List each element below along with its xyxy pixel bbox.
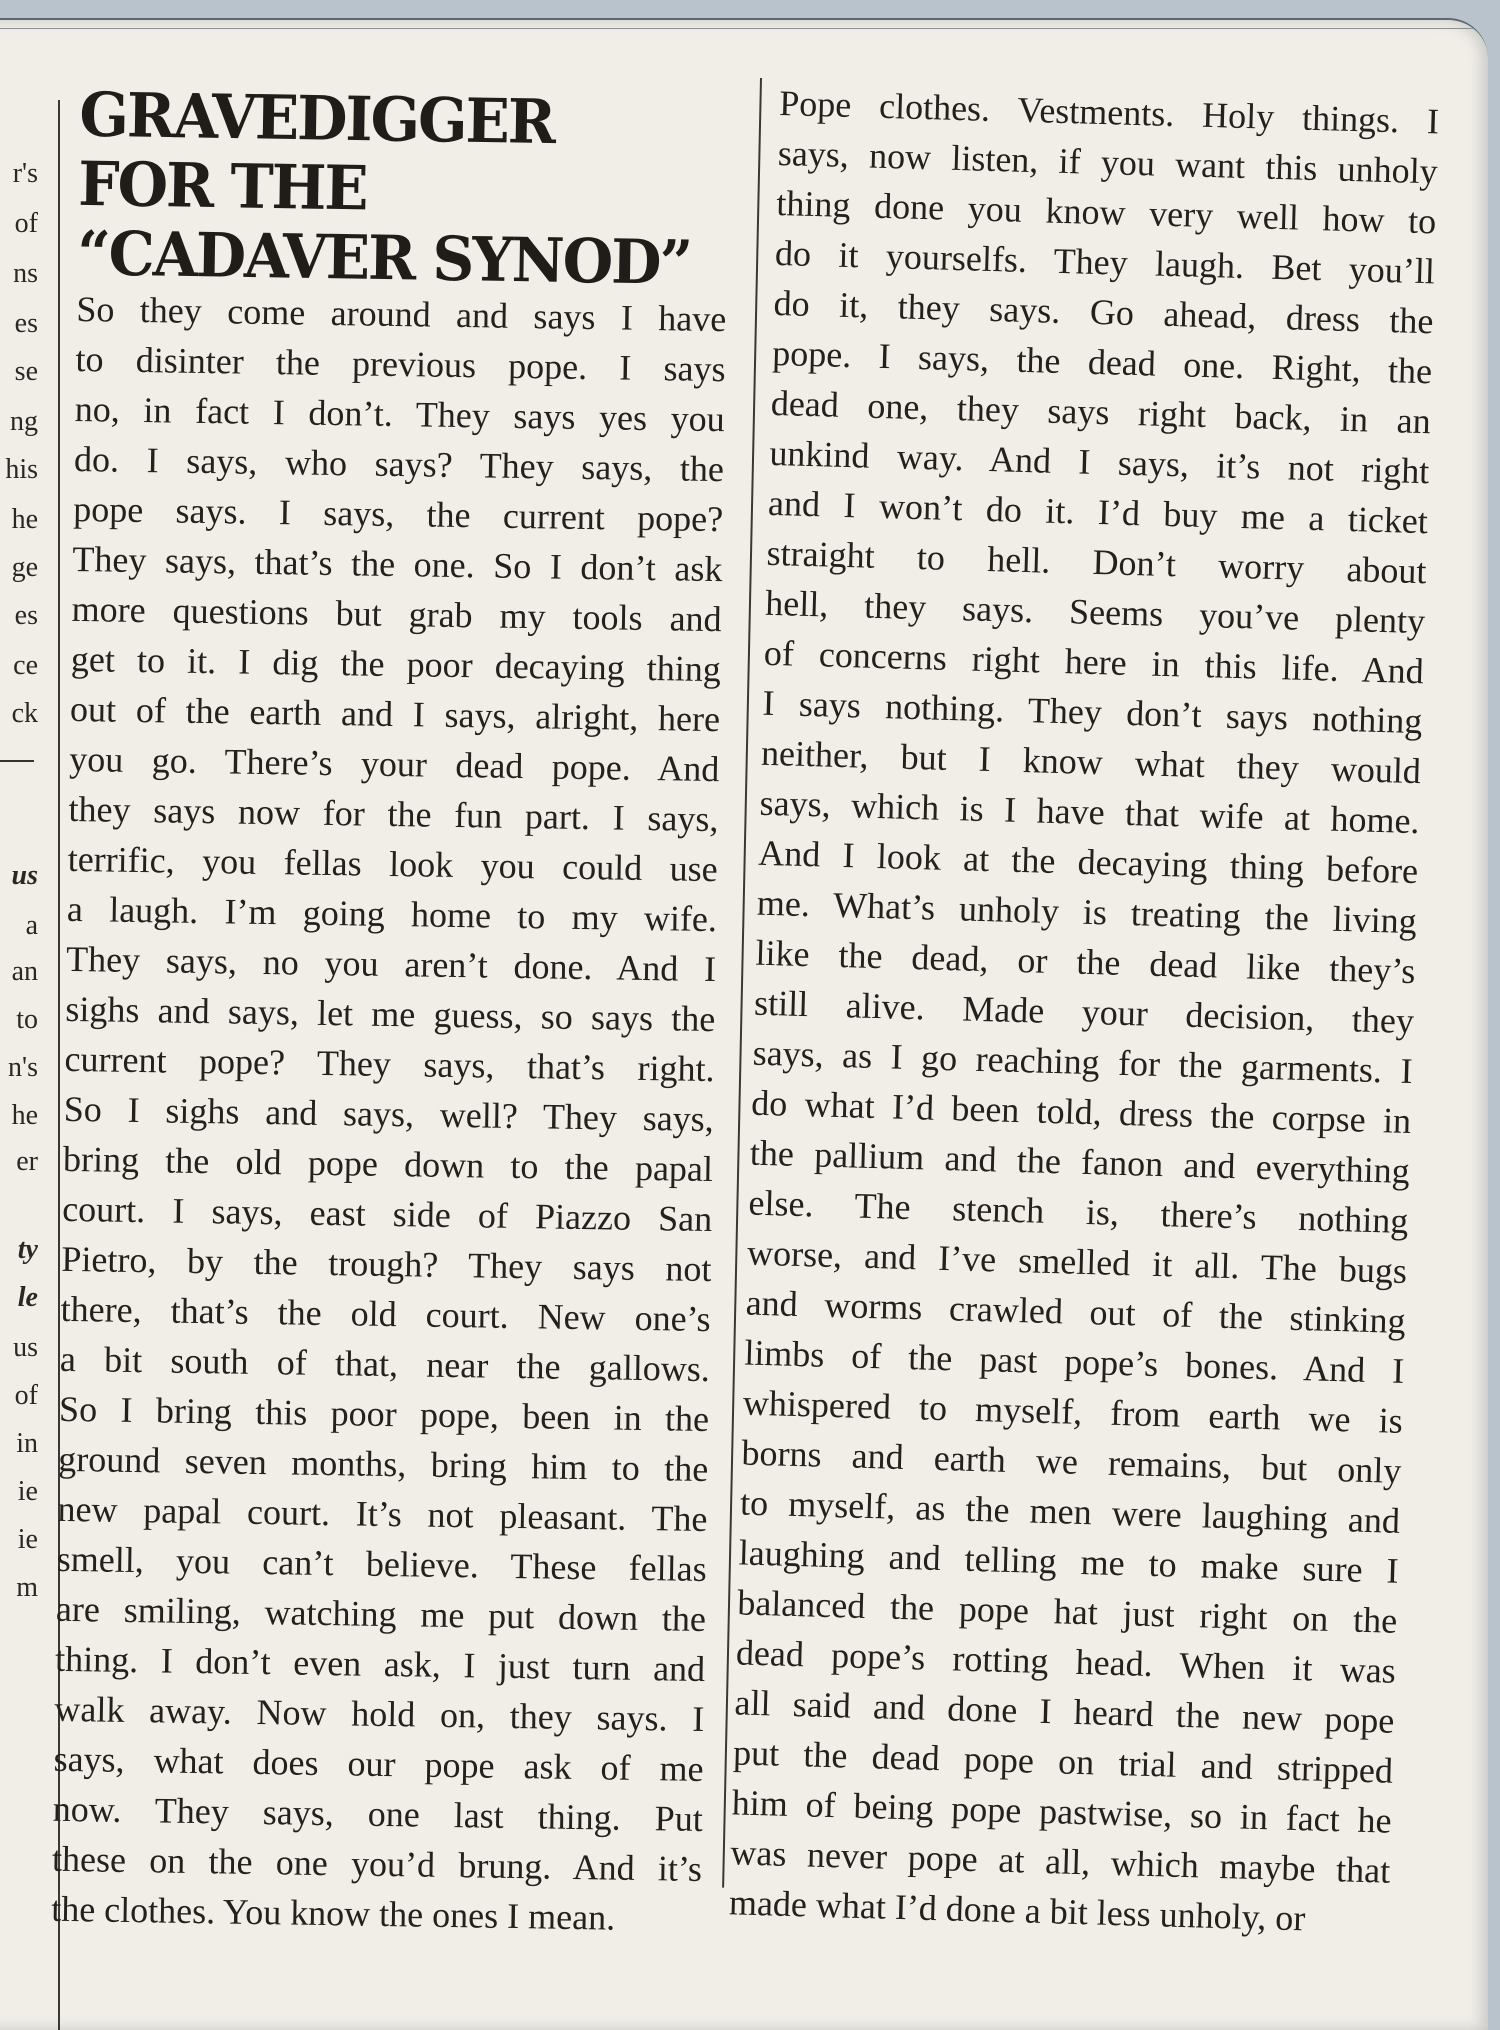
text-line: limbs of the past pope’s bones. And I (743, 1332, 1405, 1391)
previous-column-fragment: a (25, 910, 38, 941)
previous-column-fragment: in (16, 1428, 38, 1459)
previous-column-fragment: n's (8, 1052, 38, 1083)
text-line: to disinter the previous pope. I says (75, 338, 726, 390)
text-line: him of being pope pastwise, so in fact he (731, 1782, 1393, 1841)
text-line: out of the earth and I says, alright, here (69, 688, 721, 740)
text-line: all said and done I heard the new pope (734, 1682, 1395, 1741)
previous-column-fragment: es (14, 308, 38, 339)
text-line: says, now listen, if you want this unholy (777, 132, 1439, 192)
text-line: smell, you can’t believe. These fellas (56, 1538, 708, 1590)
previous-column-fragment: he (11, 504, 38, 535)
previous-column-fragment: ie (17, 1524, 38, 1555)
text-line: So I bring this poor pope, been in the (58, 1388, 710, 1440)
text-line: get to it. I dig the poor decaying thing (70, 638, 722, 690)
text-line: these on the one you’d brung. And it’s (51, 1838, 703, 1889)
text-line: sighs and says, let me guess, so says the (65, 988, 716, 1040)
text-line: do. I says, who says? They says, the (73, 438, 725, 490)
previous-column-fragment: er (16, 1146, 38, 1177)
previous-column-fragment: us (11, 860, 38, 891)
text-line: terrific, you fellas look you could use (67, 838, 718, 890)
previous-column-fragment: his (5, 454, 38, 485)
text-line: do what I’d been told, dress the corpse in (750, 1082, 1412, 1142)
text-line: put the dead pope on trial and stripped (732, 1732, 1394, 1791)
previous-column-fragment: an (11, 956, 38, 987)
article-title (77, 80, 730, 298)
previous-column-fragment: ty (17, 1234, 38, 1265)
text-line: was never pope at all, which maybe that (729, 1832, 1391, 1891)
text-line: balanced the pope hat just right on the (736, 1582, 1398, 1641)
text-line: are smiling, watching me put down the (55, 1588, 707, 1640)
text-line: a bit south of that, near the gallows. (59, 1338, 711, 1390)
text-line: and worms crawled out of the stinking (745, 1282, 1407, 1341)
text-line: straight to hell. Don’t worry about (766, 532, 1428, 592)
text-line: pope. I says, the dead one. Right, the (771, 332, 1433, 392)
text-line: dead one, they says right back, in an (770, 382, 1432, 442)
text-line: hell, they says. Seems you’ve plenty (764, 582, 1426, 642)
previous-column-fragment: he (11, 1100, 38, 1131)
previous-column-fragment: m (16, 1572, 38, 1603)
magazine-page (0, 18, 1488, 2030)
text-line: like the dead, or the dead like they’s (755, 932, 1416, 992)
text-line: thing done you know very well how to (775, 182, 1437, 242)
text-line: neither, but I know what they would (760, 732, 1422, 792)
previous-article-column (0, 110, 42, 1710)
previous-column-fragment: ce (13, 650, 38, 681)
text-line: do it, they says. Go ahead, dress the (773, 282, 1435, 342)
previous-column-fragment: ns (13, 258, 38, 289)
text-line: the clothes. You know the ones I mean. (50, 1888, 616, 1938)
text-line: borns and earth we remains, but only (741, 1432, 1402, 1491)
text-line: pope says. I says, the current pope? (72, 488, 724, 540)
text-line: thing. I don’t even ask, I just turn and (54, 1638, 706, 1690)
previous-column-fragment: le (17, 1282, 38, 1313)
text-line: a laugh. I’m going home to my wife. (66, 888, 718, 940)
text-line: current pope? They says, that’s right. (64, 1038, 715, 1090)
text-line: there, that’s the old court. New one’s (60, 1288, 711, 1340)
text-line: else. The stench is, there’s nothing (748, 1182, 1409, 1241)
text-line: dead pope’s rotting head. When it was (735, 1632, 1397, 1691)
page-top-edge (0, 28, 1488, 29)
text-line: unkind way. And I says, it’s not right (768, 432, 1430, 492)
text-line: says, what does our pope ask of me (53, 1738, 704, 1790)
text-line: no, in fact I don’t. They says yes you (74, 388, 726, 440)
text-line: new papal court. It’s not pleasant. The (57, 1488, 708, 1540)
text-line: ground seven months, bring him to the (58, 1438, 709, 1490)
previous-column-fragment: of (14, 1380, 38, 1411)
previous-column-fragment: es (14, 600, 38, 631)
title-line: GRAVEDIGGER (78, 78, 555, 158)
text-line: So I sighs and says, well? They says, (63, 1088, 715, 1140)
text-line: to myself, as the men were laughing and (739, 1482, 1401, 1541)
title-line: FOR THE (77, 148, 368, 225)
text-line: They says, that’s the one. So I don’t ask (72, 538, 723, 590)
text-line: of concerns right here in this life. And (763, 632, 1425, 692)
section-divider (0, 760, 34, 762)
text-line: And I look at the decaying thing before (757, 832, 1419, 892)
text-line: court. I says, east side of Piazzo San (61, 1188, 713, 1240)
previous-column-fragment: r's (12, 158, 38, 189)
text-line: me. What’s unholy is treating the living (756, 882, 1418, 942)
text-line: now. They says, one last thing. Put (52, 1788, 704, 1839)
text-line: they says now for the fun part. I says, (68, 788, 719, 840)
previous-column-fragment: us (13, 1332, 38, 1363)
previous-column-fragment: ck (11, 698, 38, 729)
previous-column-fragment: ie (17, 1476, 38, 1507)
text-line: says, which is I have that wife at home. (759, 782, 1421, 842)
text-line: walk away. Now hold on, they says. I (54, 1688, 705, 1740)
text-line: still alive. Made your decision, they (753, 982, 1415, 1042)
previous-column-fragment: of (14, 208, 38, 239)
article-column-left (51, 80, 730, 1944)
text-line: bring the old pope down to the papal (62, 1138, 714, 1190)
text-line: I says nothing. They don’t says nothing (761, 682, 1423, 742)
text-line: the pallium and the fanon and everything (749, 1132, 1411, 1192)
previous-column-fragment: ge (11, 552, 38, 583)
text-line: So they come around and says I have (76, 288, 727, 340)
text-line: They says, no you aren’t done. And I (65, 938, 717, 990)
text-line: do it yourselfs. They laugh. Bet you’ll (774, 232, 1436, 292)
text-line: laughing and telling me to make sure I (738, 1532, 1400, 1591)
text-line: says, as I go reaching for the garments. I (752, 1032, 1414, 1092)
article-column-right (728, 78, 1439, 1946)
text-line: worse, and I’ve smelled it all. The bugs (746, 1232, 1408, 1291)
text-line: Pope clothes. Vestments. Holy things. I (778, 82, 1440, 142)
text-line: whispered to myself, from earth we is (742, 1382, 1404, 1441)
text-line: you go. There’s your dead pope. And (69, 738, 720, 790)
previous-column-fragment: to (16, 1004, 38, 1035)
previous-column-fragment: se (14, 356, 38, 387)
article-body-left (51, 284, 727, 1944)
text-line: more questions but grab my tools and (71, 588, 722, 640)
text-line: and I won’t do it. I’d buy me a ticket (767, 482, 1429, 542)
previous-column-fragment: ng (10, 406, 38, 437)
text-line: made what I’d done a bit less unholy, or (728, 1882, 1306, 1939)
text-line: Pietro, by the trough? They says not (61, 1238, 712, 1290)
title-line: “CADAVER SYNOD” (76, 217, 692, 299)
